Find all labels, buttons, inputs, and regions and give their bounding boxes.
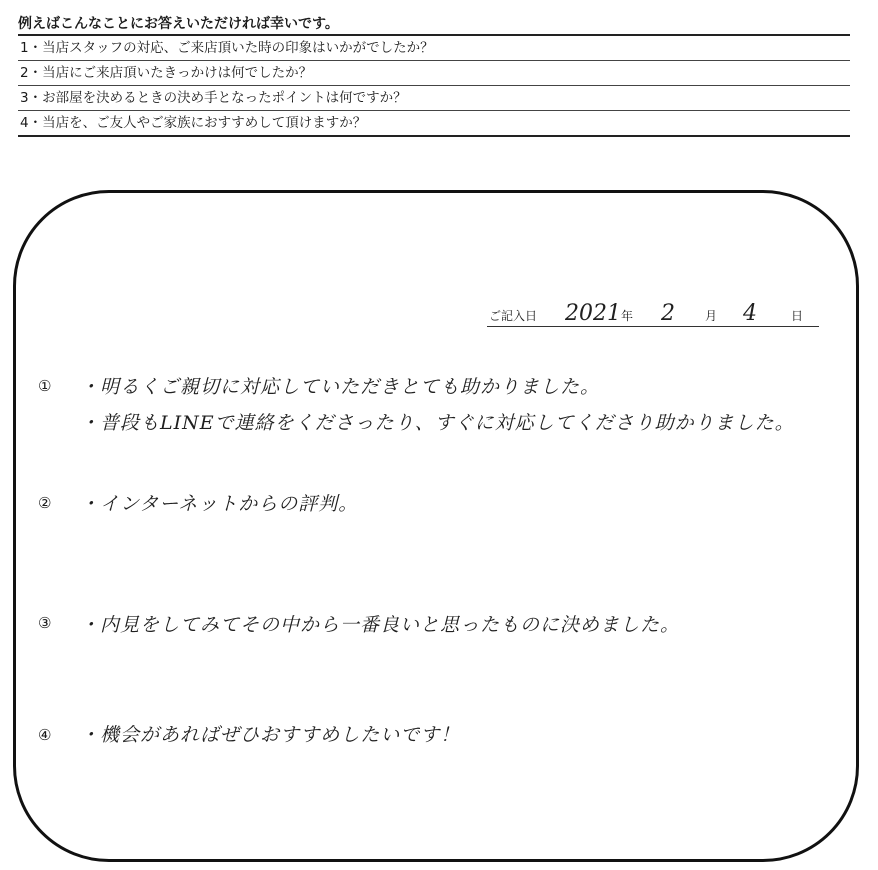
- answer-3-line-1: ・内見をしてみてその中から一番良いと思ったものに決めました。: [80, 614, 681, 636]
- date-year-unit: 年: [621, 309, 634, 323]
- question-3: 3・お部屋を決めるときの決め手となったポイントは何ですか？: [18, 86, 850, 111]
- date-year: 2021: [565, 301, 621, 326]
- answer-3-number: ③: [38, 614, 52, 632]
- answer-1-number: ①: [38, 377, 52, 395]
- header-title: 例えばこんなことにお答えいただければ幸いです。: [18, 14, 850, 36]
- answer-1-line-1: ・明るくご親切に対応していただきとても助かりました。: [80, 376, 601, 398]
- date-label: ご記入日: [489, 309, 538, 323]
- answer-4-line-1: ・機会があればぜひおすすめしたいです！: [80, 724, 461, 746]
- answer-1-line-2: ・普段もLINEで連絡をくださったり、すぐに対応してくださり助かりました。: [80, 412, 795, 434]
- question-1: 1・当店スタッフの対応、ご来店頂いた時の印象はいかがでしたか？: [18, 36, 850, 61]
- question-4: 4・当店を、ご友人やご家族におすすめして頂けますか？: [18, 111, 850, 137]
- date-month-unit: 月: [705, 309, 718, 323]
- date-day: 4: [743, 301, 757, 326]
- answer-4-number: ④: [38, 726, 52, 744]
- answer-2-number: ②: [38, 494, 52, 512]
- date-month: 2: [661, 301, 675, 326]
- question-2: 2・当店にご来店頂いたきっかけは何でしたか？: [18, 61, 850, 86]
- date-day-unit: 日: [791, 309, 804, 323]
- question-header: [18, 14, 850, 137]
- answer-card: [13, 190, 859, 862]
- entry-date: [487, 298, 819, 327]
- answer-2-line-1: ・インターネットからの評判。: [80, 493, 359, 515]
